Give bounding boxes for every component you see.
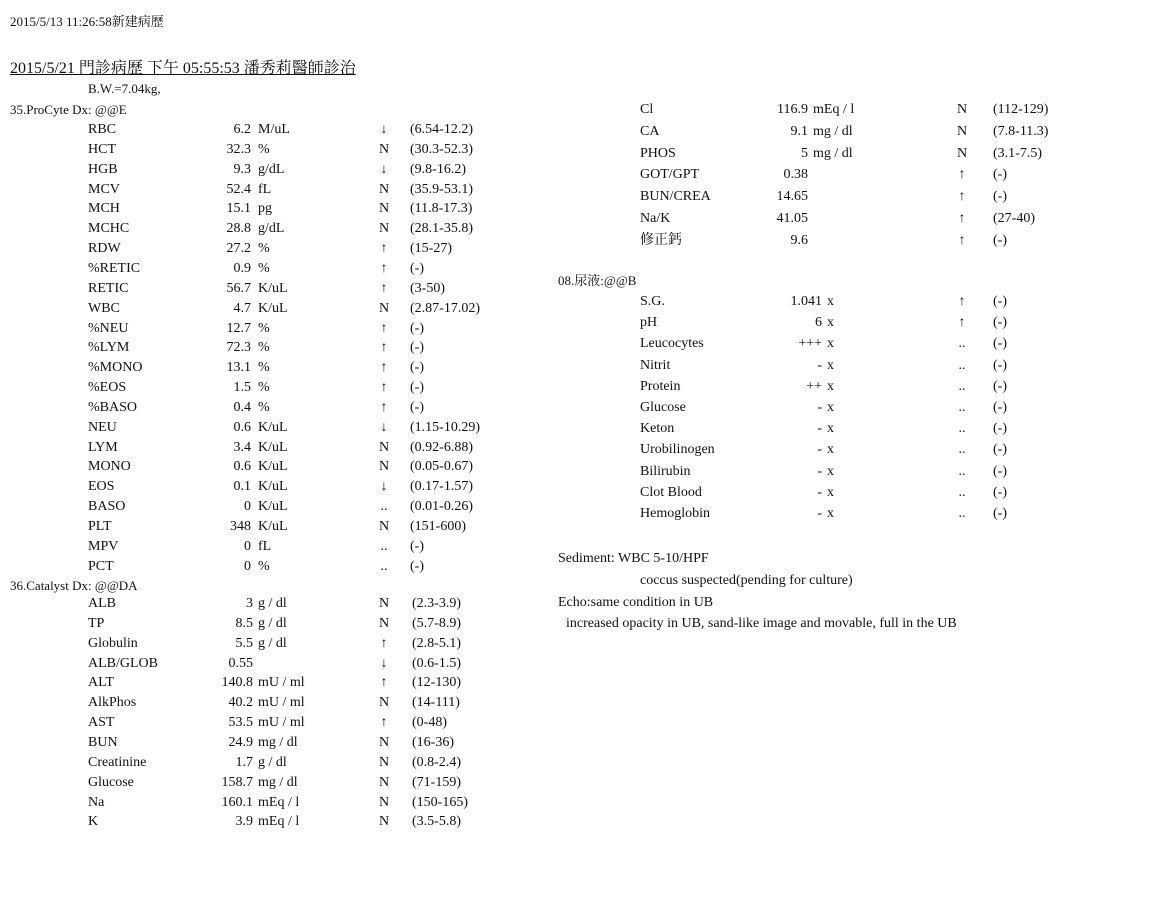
result-flag: .. bbox=[958, 506, 966, 521]
result-flag: ↑ bbox=[380, 340, 388, 356]
result-value: 1.7 bbox=[235, 754, 253, 770]
reference-range: (151-600) bbox=[410, 519, 466, 534]
result-value: 40.2 bbox=[228, 695, 253, 711]
test-name: %EOS bbox=[88, 380, 127, 396]
result-value: 0.4 bbox=[233, 399, 251, 415]
result-value: ++ bbox=[806, 378, 822, 394]
reference-range: (71-159) bbox=[412, 774, 461, 790]
result-value: - bbox=[817, 484, 822, 500]
reference-range: (5.7-8.9) bbox=[412, 615, 461, 631]
reference-range: (27-40) bbox=[993, 211, 1035, 226]
result-value: 41.05 bbox=[776, 211, 808, 226]
result-flag: .. bbox=[958, 484, 966, 500]
result-unit: mEq / l bbox=[258, 794, 300, 810]
result-value: 56.7 bbox=[226, 280, 251, 296]
result-flag: .. bbox=[958, 357, 966, 373]
result-flag: ↑ bbox=[380, 320, 388, 336]
result-value: 0 bbox=[244, 558, 251, 574]
result-flag: N bbox=[378, 221, 390, 237]
result-unit: mg / dl bbox=[813, 145, 853, 161]
test-name: MONO bbox=[88, 459, 131, 475]
result-unit: K/uL bbox=[258, 439, 288, 455]
test-name: Cl bbox=[640, 102, 654, 117]
result-value: 4.7 bbox=[233, 300, 251, 316]
sediment-note-detail: coccus suspected(pending for culture) bbox=[640, 573, 853, 588]
test-name: Protein bbox=[640, 378, 681, 394]
result-flag: N bbox=[378, 615, 390, 631]
result-value: 52.4 bbox=[226, 181, 251, 197]
visit-title: 2015/5/21 門診病歷 下午 05:55:53 潘秀莉醫師診治 bbox=[10, 60, 356, 77]
result-value: 1.5 bbox=[233, 380, 251, 396]
reference-range: (-) bbox=[993, 484, 1007, 500]
result-unit: mg / dl bbox=[813, 123, 853, 139]
reference-range: (150-165) bbox=[412, 794, 468, 810]
result-value: 53.5 bbox=[228, 715, 253, 731]
result-unit: % bbox=[258, 141, 270, 157]
result-flag: ↑ bbox=[380, 635, 388, 651]
catalyst-section-header: 36.Catalyst Dx: @@DA bbox=[10, 578, 138, 593]
test-name: WBC bbox=[88, 300, 120, 316]
result-value: 72.3 bbox=[226, 340, 251, 356]
reference-range: (15-27) bbox=[410, 241, 452, 257]
test-name: Glucose bbox=[640, 400, 686, 415]
result-unit: x bbox=[827, 463, 834, 479]
test-name: Na bbox=[88, 794, 105, 810]
result-flag: N bbox=[378, 596, 390, 611]
test-name: Glucose bbox=[88, 774, 134, 790]
test-name: BUN bbox=[88, 734, 118, 750]
test-name: HCT bbox=[88, 141, 116, 157]
reference-range: (0.01-0.26) bbox=[410, 499, 473, 515]
result-value: - bbox=[817, 506, 822, 521]
reference-range: (2.8-5.1) bbox=[412, 635, 461, 651]
result-unit: mg / dl bbox=[258, 774, 298, 790]
result-value: 140.8 bbox=[221, 675, 253, 691]
result-unit: K/uL bbox=[258, 280, 288, 296]
record-created-timestamp: 2015/5/13 11:26:58新建病歷 bbox=[10, 14, 164, 29]
test-name: %MONO bbox=[88, 360, 143, 376]
reference-range: (16-36) bbox=[412, 734, 454, 750]
test-name: Globulin bbox=[88, 635, 138, 651]
result-value: 0 bbox=[244, 499, 251, 515]
result-flag: ↑ bbox=[958, 315, 966, 331]
result-value: 3 bbox=[246, 596, 253, 611]
test-name: PHOS bbox=[640, 145, 676, 161]
result-flag: ↓ bbox=[380, 419, 388, 435]
reference-range: (30.3-52.3) bbox=[410, 141, 473, 157]
test-name: EOS bbox=[88, 479, 115, 495]
result-unit: % bbox=[258, 558, 270, 574]
reference-range: (28.1-35.8) bbox=[410, 221, 473, 237]
result-value: - bbox=[817, 421, 822, 437]
result-flag: ↑ bbox=[958, 167, 966, 183]
reference-range: (-) bbox=[993, 189, 1007, 205]
test-name: %LYM bbox=[88, 340, 130, 356]
result-unit: % bbox=[258, 320, 270, 336]
test-name: %BASO bbox=[88, 399, 138, 415]
test-name: RDW bbox=[88, 241, 121, 257]
result-value: +++ bbox=[798, 336, 822, 352]
result-flag: N bbox=[378, 774, 390, 790]
reference-range: (2.87-17.02) bbox=[410, 300, 480, 316]
result-unit: K/uL bbox=[258, 519, 288, 534]
test-name: Nitrit bbox=[640, 357, 671, 373]
result-unit: mU / ml bbox=[258, 675, 305, 691]
result-value: 9.3 bbox=[233, 161, 251, 177]
reference-range: (-) bbox=[993, 315, 1007, 331]
result-flag: ↑ bbox=[958, 294, 966, 309]
result-value: 27.2 bbox=[226, 241, 251, 257]
test-name: NEU bbox=[88, 419, 117, 435]
test-name: RBC bbox=[88, 122, 117, 137]
result-flag: ↑ bbox=[958, 232, 966, 248]
test-name: LYM bbox=[88, 439, 118, 455]
reference-range: (-) bbox=[410, 380, 424, 396]
result-flag: .. bbox=[958, 421, 966, 437]
result-unit: pg bbox=[258, 201, 272, 217]
result-flag: N bbox=[378, 181, 390, 197]
result-unit: mU / ml bbox=[258, 695, 305, 711]
reference-range: (9.8-16.2) bbox=[410, 161, 466, 177]
test-name: Creatinine bbox=[88, 754, 147, 770]
reference-range: (-) bbox=[993, 357, 1007, 373]
result-flag: ↑ bbox=[380, 241, 388, 257]
result-unit: K/uL bbox=[258, 300, 288, 316]
result-value: 348 bbox=[230, 519, 251, 534]
result-flag: .. bbox=[958, 442, 966, 458]
test-name: MCV bbox=[88, 181, 120, 197]
result-flag: ↓ bbox=[380, 479, 388, 495]
reference-range: (0-48) bbox=[412, 715, 447, 731]
result-value: 24.9 bbox=[228, 734, 253, 750]
test-name: Bilirubin bbox=[640, 463, 691, 479]
result-value: 5 bbox=[801, 145, 808, 161]
result-unit: x bbox=[827, 421, 834, 437]
result-value: - bbox=[817, 357, 822, 373]
result-unit: % bbox=[258, 340, 270, 356]
reference-range: (12-130) bbox=[412, 675, 461, 691]
result-unit: mU / ml bbox=[258, 715, 305, 731]
result-flag: N bbox=[956, 123, 968, 139]
result-flag: N bbox=[378, 201, 390, 217]
result-value: 0.9 bbox=[233, 260, 251, 276]
test-name: RETIC bbox=[88, 280, 129, 296]
reference-range: (0.6-1.5) bbox=[412, 655, 461, 671]
test-name: Hemoglobin bbox=[640, 506, 710, 521]
result-unit: mEq / l bbox=[258, 814, 300, 830]
reference-range: (0.8-2.4) bbox=[412, 754, 461, 770]
result-flag: .. bbox=[958, 463, 966, 479]
test-name: BUN/CREA bbox=[640, 189, 711, 205]
test-name: PLT bbox=[88, 519, 112, 534]
reference-range: (3-50) bbox=[410, 280, 445, 296]
reference-range: (112-129) bbox=[993, 102, 1049, 117]
reference-range: (1.15-10.29) bbox=[410, 419, 480, 435]
result-unit: K/uL bbox=[258, 419, 288, 435]
result-unit: g / dl bbox=[258, 754, 287, 770]
reference-range: (0.92-6.88) bbox=[410, 439, 473, 455]
result-flag: .. bbox=[958, 378, 966, 394]
test-name: Leucocytes bbox=[640, 336, 704, 352]
result-value: - bbox=[817, 463, 822, 479]
reference-range: (-) bbox=[410, 320, 424, 336]
reference-range: (0.17-1.57) bbox=[410, 479, 473, 495]
test-name: ALT bbox=[88, 675, 114, 691]
test-name: GOT/GPT bbox=[640, 167, 700, 183]
echo-note-detail: increased opacity in UB, sand-like image and movable, full in the UB bbox=[566, 616, 957, 631]
result-unit: x bbox=[827, 442, 834, 458]
result-flag: N bbox=[378, 459, 390, 475]
reference-range: (-) bbox=[993, 336, 1007, 352]
reference-range: (11.8-17.3) bbox=[410, 201, 473, 217]
result-value: 9.6 bbox=[790, 232, 808, 248]
result-value: 3.9 bbox=[235, 814, 253, 830]
test-name: HGB bbox=[88, 161, 118, 177]
test-name: pH bbox=[640, 315, 658, 331]
result-value: 158.7 bbox=[221, 774, 253, 790]
result-flag: ↑ bbox=[958, 189, 966, 205]
reference-range: (2.3-3.9) bbox=[412, 596, 461, 611]
reference-range: (35.9-53.1) bbox=[410, 181, 473, 197]
reference-range: (6.54-12.2) bbox=[410, 122, 473, 137]
test-name: AST bbox=[88, 715, 115, 731]
result-value: 6 bbox=[815, 315, 822, 331]
test-name: %RETIC bbox=[88, 260, 141, 276]
result-unit: % bbox=[258, 241, 270, 257]
test-name: CA bbox=[640, 123, 660, 139]
result-unit: K/uL bbox=[258, 499, 288, 515]
reference-range: (3.5-5.8) bbox=[412, 814, 461, 830]
reference-range: (7.8-11.3) bbox=[993, 123, 1049, 139]
result-unit: g / dl bbox=[258, 635, 287, 651]
result-unit: % bbox=[258, 399, 270, 415]
result-flag: N bbox=[378, 439, 390, 455]
reference-range: (-) bbox=[993, 442, 1007, 458]
result-value: 13.1 bbox=[226, 360, 251, 376]
result-flag: N bbox=[378, 519, 390, 534]
reference-range: (-) bbox=[410, 538, 424, 554]
reference-range: (-) bbox=[993, 167, 1007, 183]
reference-range: (-) bbox=[993, 463, 1007, 479]
reference-range: (-) bbox=[993, 232, 1007, 248]
result-unit: x bbox=[827, 506, 834, 521]
result-unit: x bbox=[827, 357, 834, 373]
result-unit: fL bbox=[258, 181, 272, 197]
result-flag: ↑ bbox=[380, 280, 388, 296]
result-flag: ↓ bbox=[380, 161, 388, 177]
reference-range: (0.05-0.67) bbox=[410, 459, 473, 475]
result-flag: N bbox=[378, 754, 390, 770]
result-flag: ↑ bbox=[380, 260, 388, 276]
result-unit: g / dl bbox=[258, 615, 287, 631]
result-flag: .. bbox=[380, 558, 388, 574]
result-value: 116.9 bbox=[777, 102, 808, 117]
result-unit: x bbox=[827, 315, 834, 331]
result-unit: g / dl bbox=[258, 596, 287, 611]
result-value: 1.041 bbox=[790, 294, 822, 309]
result-value: 32.3 bbox=[226, 141, 251, 157]
result-value: 8.5 bbox=[235, 615, 253, 631]
reference-range: (-) bbox=[410, 260, 424, 276]
result-unit: M/uL bbox=[258, 122, 290, 137]
test-name: PCT bbox=[88, 558, 114, 574]
test-name: Keton bbox=[640, 421, 675, 437]
result-value: 28.8 bbox=[226, 221, 251, 237]
result-value: 0.6 bbox=[233, 419, 251, 435]
test-name: K bbox=[88, 814, 99, 830]
result-unit: K/uL bbox=[258, 479, 288, 495]
result-value: 3.4 bbox=[233, 439, 251, 455]
result-unit: g/dL bbox=[258, 161, 285, 177]
result-flag: N bbox=[378, 734, 390, 750]
result-value: 5.5 bbox=[235, 635, 253, 651]
result-value: 0.55 bbox=[228, 655, 253, 671]
result-unit: % bbox=[258, 360, 270, 376]
result-value: 0.1 bbox=[233, 479, 251, 495]
result-flag: .. bbox=[958, 336, 966, 352]
reference-range: (-) bbox=[410, 360, 424, 376]
test-name: Clot Blood bbox=[640, 484, 702, 500]
result-unit: fL bbox=[258, 538, 272, 554]
sediment-note: Sediment: WBC 5-10/HPF bbox=[558, 551, 709, 566]
urine-section-header: 08.尿液:@@B bbox=[558, 273, 637, 288]
reference-range: (-) bbox=[993, 421, 1007, 437]
test-name: TP bbox=[88, 615, 105, 631]
result-value: 0.6 bbox=[233, 459, 251, 475]
result-flag: .. bbox=[380, 499, 388, 515]
body-weight: B.W.=7.04kg, bbox=[88, 81, 161, 96]
result-flag: N bbox=[378, 814, 390, 830]
reference-range: (-) bbox=[993, 378, 1007, 394]
echo-note: Echo:same condition in UB bbox=[558, 595, 714, 610]
result-unit: mg / dl bbox=[258, 734, 298, 750]
result-flag: ↑ bbox=[380, 399, 388, 415]
result-value: 14.65 bbox=[776, 189, 808, 205]
result-flag: ↑ bbox=[380, 380, 388, 396]
reference-range: (14-111) bbox=[412, 695, 460, 711]
reference-range: (-) bbox=[993, 400, 1007, 415]
result-unit: g/dL bbox=[258, 221, 285, 237]
result-unit: % bbox=[258, 260, 270, 276]
result-flag: ↓ bbox=[380, 122, 388, 137]
result-value: 160.1 bbox=[221, 794, 253, 810]
result-unit: x bbox=[827, 336, 834, 352]
reference-range: (-) bbox=[410, 399, 424, 415]
reference-range: (-) bbox=[410, 558, 424, 574]
reference-range: (3.1-7.5) bbox=[993, 145, 1042, 161]
test-name: ALB/GLOB bbox=[88, 655, 158, 671]
result-flag: N bbox=[956, 145, 968, 161]
result-value: 0 bbox=[244, 538, 251, 554]
procyte-section-header: 35.ProCyte Dx: @@E bbox=[10, 102, 127, 117]
test-name: MPV bbox=[88, 538, 119, 554]
result-flag: ↓ bbox=[380, 655, 388, 671]
result-unit: x bbox=[827, 484, 834, 500]
result-flag: N bbox=[378, 695, 390, 711]
test-name: 修正鈣 bbox=[640, 232, 682, 248]
result-flag: .. bbox=[958, 400, 966, 415]
test-name: AlkPhos bbox=[88, 695, 137, 711]
result-unit: x bbox=[827, 378, 834, 394]
result-value: 9.1 bbox=[790, 123, 808, 139]
result-value: 15.1 bbox=[226, 201, 251, 217]
test-name: %NEU bbox=[88, 320, 129, 336]
test-name: BASO bbox=[88, 499, 126, 515]
result-unit: K/uL bbox=[258, 459, 288, 475]
test-name: MCHC bbox=[88, 221, 130, 237]
reference-range: (-) bbox=[410, 340, 424, 356]
result-value: - bbox=[817, 400, 822, 415]
result-flag: .. bbox=[380, 538, 388, 554]
result-flag: ↑ bbox=[380, 715, 388, 731]
result-value: - bbox=[817, 442, 822, 458]
result-value: 6.2 bbox=[233, 122, 251, 137]
result-flag: N bbox=[956, 102, 968, 117]
result-flag: N bbox=[378, 141, 390, 157]
result-flag: N bbox=[378, 794, 390, 810]
result-unit: x bbox=[827, 294, 834, 309]
result-value: 0.38 bbox=[783, 167, 808, 183]
result-flag: N bbox=[378, 300, 390, 316]
test-name: Na/K bbox=[640, 211, 671, 226]
result-unit: x bbox=[827, 400, 834, 415]
result-unit: mEq / l bbox=[813, 102, 855, 117]
result-flag: ↑ bbox=[958, 211, 966, 226]
test-name: MCH bbox=[88, 201, 120, 217]
reference-range: (-) bbox=[993, 506, 1007, 521]
test-name: Urobilinogen bbox=[640, 442, 715, 458]
test-name: S.G. bbox=[640, 294, 665, 309]
test-name: ALB bbox=[88, 596, 116, 611]
result-flag: ↑ bbox=[380, 675, 388, 691]
reference-range: (-) bbox=[993, 294, 1007, 309]
result-value: 12.7 bbox=[226, 320, 251, 336]
result-unit: % bbox=[258, 380, 270, 396]
result-flag: ↑ bbox=[380, 360, 388, 376]
